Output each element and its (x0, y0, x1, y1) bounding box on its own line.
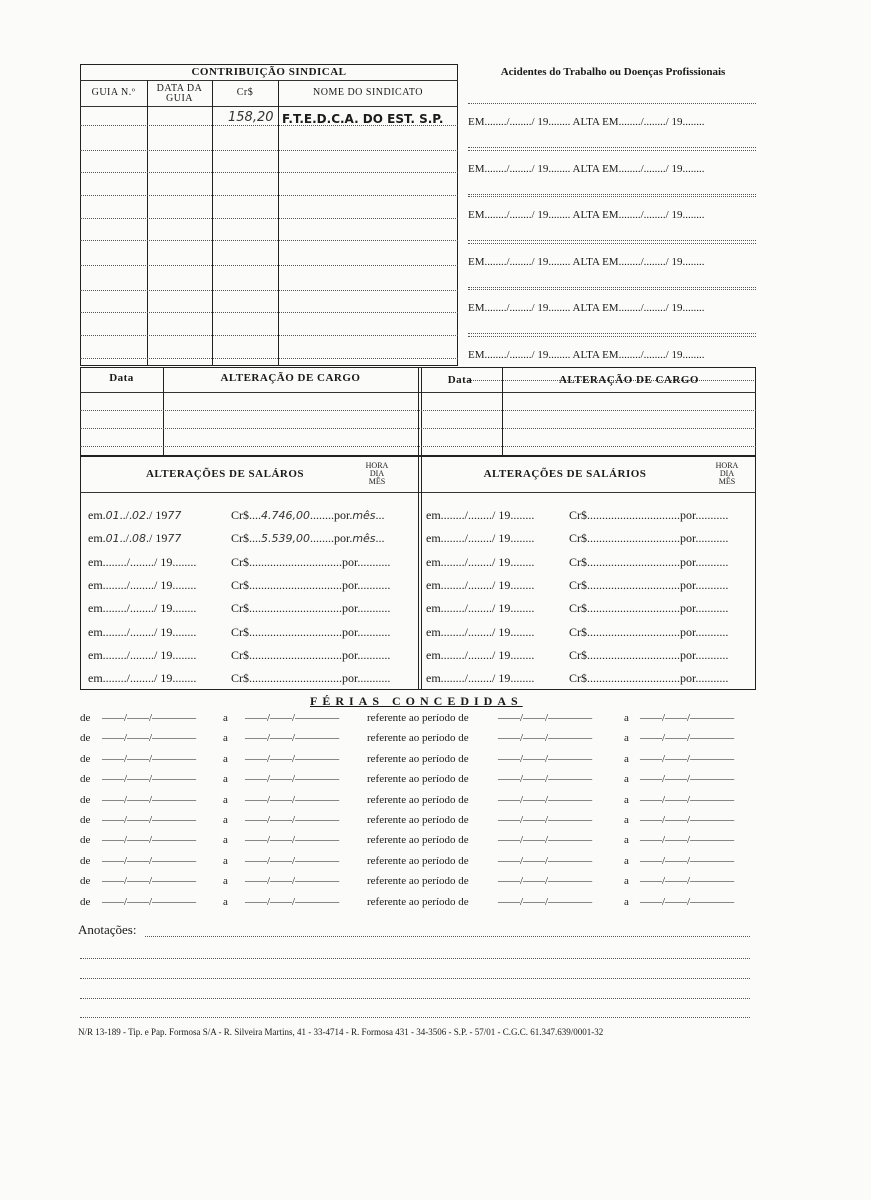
ferias-slash: ——/——/———— (640, 814, 735, 826)
row-line (80, 290, 458, 291)
salary-date: em......../......../ 19........ (426, 647, 535, 662)
ferias-a: a (624, 752, 629, 765)
ferias-de: de (80, 773, 91, 786)
ferias-a: a (223, 793, 228, 806)
salary-value: Cr$...............................por........... (569, 554, 729, 569)
ferias-de: de (80, 814, 91, 826)
hand-month: 02 (132, 509, 147, 522)
ferias-a: a (223, 773, 228, 786)
date-header: Data (447, 374, 473, 386)
ferias-ref: referente ao período de (367, 854, 469, 867)
column-header: DATA DA GUIA (156, 83, 203, 104)
salary-value: Cr$...............................por........... (231, 601, 391, 616)
salary-value: Cr$...............................por........... (569, 601, 729, 616)
ferias-a: a (223, 752, 228, 765)
line (468, 336, 756, 337)
line (80, 958, 750, 959)
acidentes-title: Acidentes do Trabalho ou Doenças Profissionais (500, 66, 726, 78)
ferias-ref: referente ao período de (367, 793, 469, 806)
accident-row: EM......../......../ 19........ ALTA EM......../......../ 19........ (468, 302, 705, 314)
ferias-slash: ——/——/———— (498, 814, 593, 826)
ferias-slash: ——/——/———— (498, 854, 593, 867)
row-line (80, 312, 458, 313)
ferias-de: de (80, 793, 91, 806)
ferias-slash: ——/——/———— (640, 752, 735, 765)
ferias-slash: ——/——/———— (102, 712, 197, 724)
salary-value-filled: Cr$....5.539,00........por.mês... (231, 531, 385, 546)
salary-date: em......../......../ 19........ (426, 671, 535, 686)
ferias-slash: ——/——/———— (640, 834, 735, 847)
ferias-slash: ——/——/———— (102, 834, 197, 847)
salary-value: Cr$...............................por........... (569, 577, 729, 592)
ferias-slash: ——/——/———— (498, 834, 593, 847)
ferias-slash: ——/——/———— (640, 773, 735, 786)
accident-row: EM......../......../ 19........ ALTA EM......../......../ 19........ (468, 348, 705, 361)
stamped-union-name: F.T.E.D.C.A. DO EST. S.P. (282, 112, 444, 126)
salary-date: em......../......../ 19........ (426, 624, 535, 639)
row-line (80, 335, 458, 336)
ferias-slash: ——/——/———— (640, 875, 735, 888)
column-divider (418, 456, 422, 690)
salary-value: Cr$...............................por........... (569, 647, 729, 662)
ferias-a: a (624, 793, 629, 806)
line (80, 998, 750, 999)
ferias-ref: referente ao período de (367, 895, 469, 908)
row-line (80, 218, 458, 219)
salary-date-filled: em.01../.08./ 1977 (88, 531, 182, 546)
salary-date: em......../......../ 19........ (426, 554, 535, 569)
salary-date: em......../......../ 19........ (88, 671, 197, 686)
column-header: Cr$ (236, 87, 254, 98)
line (468, 333, 756, 334)
ferias-ref: referente ao período de (367, 814, 469, 826)
line (468, 196, 756, 197)
ferias-slash: ——/——/———— (245, 834, 340, 847)
ferias-ref: referente ao período de (367, 773, 469, 786)
ferias-ref: referente ao período de (367, 752, 469, 765)
ferias-a: a (223, 712, 228, 724)
cargo-header: ALTERAÇÃO DE CARGO (220, 372, 361, 384)
salary-date: em......../......../ 19........ (88, 554, 197, 569)
ferias-slash: ——/——/———— (245, 854, 340, 867)
row-line (80, 446, 756, 447)
ferias-slash: ——/——/———— (245, 875, 340, 888)
footer-imprint: N/R 13-189 - Tip. e Pap. Formosa S/A - R. Silveira Martins, 41 - 33-4714 - R. Formosa 431 - 34-3506 - S.P. - 57/01 - C.G.C. 61.347.639/0001-32 (78, 1027, 604, 1037)
hand-month: 08 (132, 532, 147, 546)
salary-value: Cr$...............................por........... (231, 671, 391, 686)
unit-header: HORA DIA MÊS (365, 461, 389, 486)
line (468, 243, 756, 244)
ferias-slash: ——/——/———— (498, 895, 593, 908)
column-divider (212, 80, 213, 366)
salary-date: em......../......../ 19........ (88, 624, 197, 639)
row-line (80, 410, 756, 411)
ferias-slash: ——/——/———— (102, 793, 197, 806)
handwritten-value: 158,20 (228, 110, 274, 125)
line (468, 103, 756, 104)
ferias-slash: ——/——/———— (102, 732, 197, 745)
salary-value: Cr$...............................por........... (231, 577, 391, 592)
row-line (80, 240, 458, 241)
ferias-ref: referente ao período de (367, 732, 469, 745)
ferias-a: a (223, 875, 228, 888)
ferias-a: a (624, 834, 629, 847)
accident-row: EM......../......../ 19........ ALTA EM......../......../ 19........ (468, 116, 705, 128)
ferias-a: a (223, 834, 228, 847)
ferias-a: a (223, 854, 228, 867)
ferias-slash: ——/——/———— (498, 732, 593, 745)
column-divider (278, 80, 279, 366)
ferias-a: a (624, 712, 629, 724)
ferias-a: a (624, 854, 629, 867)
ferias-a: a (624, 814, 629, 826)
ferias-slash: ——/——/———— (498, 875, 593, 888)
ferias-de: de (80, 895, 91, 908)
salary-value: Cr$...............................por........... (231, 624, 391, 639)
line (80, 1017, 750, 1018)
hand-day: 01 (105, 509, 120, 522)
hand-year: 77 (167, 509, 182, 522)
ferias-slash: ——/——/———— (102, 752, 197, 765)
accident-row: EM......../......../ 19........ ALTA EM......../......../ 19........ (468, 162, 705, 175)
line (468, 194, 756, 195)
ferias-slash: ——/——/———— (102, 875, 197, 888)
ferias-a: a (624, 895, 629, 908)
ferias-ref: referente ao período de (367, 834, 469, 847)
ferias-de: de (80, 732, 91, 745)
salary-value-filled: Cr$....4.746,00........por.mês... (231, 508, 385, 522)
ferias-slash: ——/——/———— (102, 895, 197, 908)
ferias-slash: ——/——/———— (498, 793, 593, 806)
hand-year: 77 (167, 532, 182, 546)
salary-date: em......../......../ 19........ (88, 577, 197, 592)
hand-value: 5.539,00 (261, 532, 310, 546)
cargo-header: ALTERAÇÃO DE CARGO (558, 374, 699, 386)
row-line (80, 428, 756, 429)
line (468, 147, 756, 148)
ferias-de: de (80, 875, 91, 888)
row-line (80, 195, 458, 196)
ferias-slash: ——/——/———— (640, 732, 735, 745)
ferias-de: de (80, 712, 91, 724)
hand-value: 4.746,00 (261, 509, 310, 522)
line (80, 978, 750, 979)
row-line (80, 172, 458, 173)
ferias-ref: referente ao período de (367, 875, 469, 888)
ferias-slash: ——/——/———— (102, 773, 197, 786)
ferias-slash: ——/——/———— (245, 752, 340, 765)
ferias-slash: ——/——/———— (640, 712, 735, 724)
ferias-slash: ——/——/———— (498, 773, 593, 786)
hand-per: mês (352, 532, 376, 546)
line (145, 936, 750, 937)
hand-day: 01 (105, 532, 120, 546)
anotacoes-label: Anotações: (78, 922, 137, 937)
salary-date: em......../......../ 19........ (426, 531, 535, 546)
salary-date: em......../......../ 19........ (88, 601, 197, 616)
line (468, 150, 756, 151)
row-line (80, 358, 458, 359)
ferias-de: de (80, 854, 91, 867)
date-header: Data (109, 372, 134, 384)
salary-value: Cr$...............................por........... (231, 647, 391, 662)
ferias-a: a (624, 875, 629, 888)
salary-value: Cr$...............................por........... (569, 671, 729, 686)
salary-date: em......../......../ 19........ (426, 508, 535, 522)
ferias-slash: ——/——/———— (498, 752, 593, 765)
row-line (80, 265, 458, 266)
salary-value: Cr$...............................por........... (569, 508, 729, 522)
ferias-slash: ——/——/———— (245, 814, 340, 826)
ferias-slash: ——/——/———— (245, 895, 340, 908)
line (468, 287, 756, 288)
ferias-slash: ——/——/———— (245, 773, 340, 786)
column-header: NOME DO SINDICATO (313, 87, 423, 98)
ferias-ref: referente ao período de (367, 712, 469, 724)
line (468, 240, 756, 241)
salary-date: em......../......../ 19........ (426, 577, 535, 592)
salary-date: em......../......../ 19........ (88, 647, 197, 662)
line (468, 289, 756, 290)
row-line (80, 150, 458, 151)
ferias-de: de (80, 834, 91, 847)
ferias-a: a (223, 895, 228, 908)
ferias-slash: ——/——/———— (640, 793, 735, 806)
ferias-de: de (80, 752, 91, 765)
column-header: GUIA N.º (91, 87, 136, 98)
salary-date-filled: em.01../.02./ 1977 (88, 508, 182, 522)
line (80, 80, 458, 81)
ferias-a: a (223, 814, 228, 826)
ferias-slash: ——/——/———— (640, 854, 735, 867)
salary-date: em......../......../ 19........ (426, 601, 535, 616)
ferias-slash: ——/——/———— (498, 712, 593, 724)
accident-row: EM......../......../ 19........ ALTA EM......../......../ 19........ (468, 255, 705, 268)
unit-header: HORA DIA MÊS (715, 461, 739, 486)
ferias-slash: ——/——/———— (102, 814, 197, 826)
line (80, 106, 458, 107)
ferias-a: a (223, 732, 228, 745)
ferias-slash: ——/——/———— (245, 732, 340, 745)
column-divider (147, 80, 148, 366)
salarios-title-right: ALTERAÇÕES DE SALÁRIOS (483, 468, 647, 480)
contribuicao-title: CONTRIBUIÇÃO SINDICAL (191, 66, 347, 78)
ferias-slash: ——/——/———— (102, 854, 197, 867)
hand-per: mês (352, 509, 376, 522)
ferias-slash: ——/——/———— (640, 895, 735, 908)
salary-value: Cr$...............................por........... (569, 531, 729, 546)
ferias-slash: ——/——/———— (245, 712, 340, 724)
ferias-title: FÉRIAS CONCEDIDAS (310, 694, 523, 708)
salary-value: Cr$...............................por........... (231, 554, 391, 569)
accident-row: EM......../......../ 19........ ALTA EM......../......../ 19........ (468, 209, 705, 221)
ferias-a: a (624, 773, 629, 786)
ferias-slash: ——/——/———— (245, 793, 340, 806)
salary-value: Cr$...............................por........... (569, 624, 729, 639)
ferias-a: a (624, 732, 629, 745)
salarios-title-left: ALTERAÇÕES DE SALÁROS (145, 468, 305, 480)
